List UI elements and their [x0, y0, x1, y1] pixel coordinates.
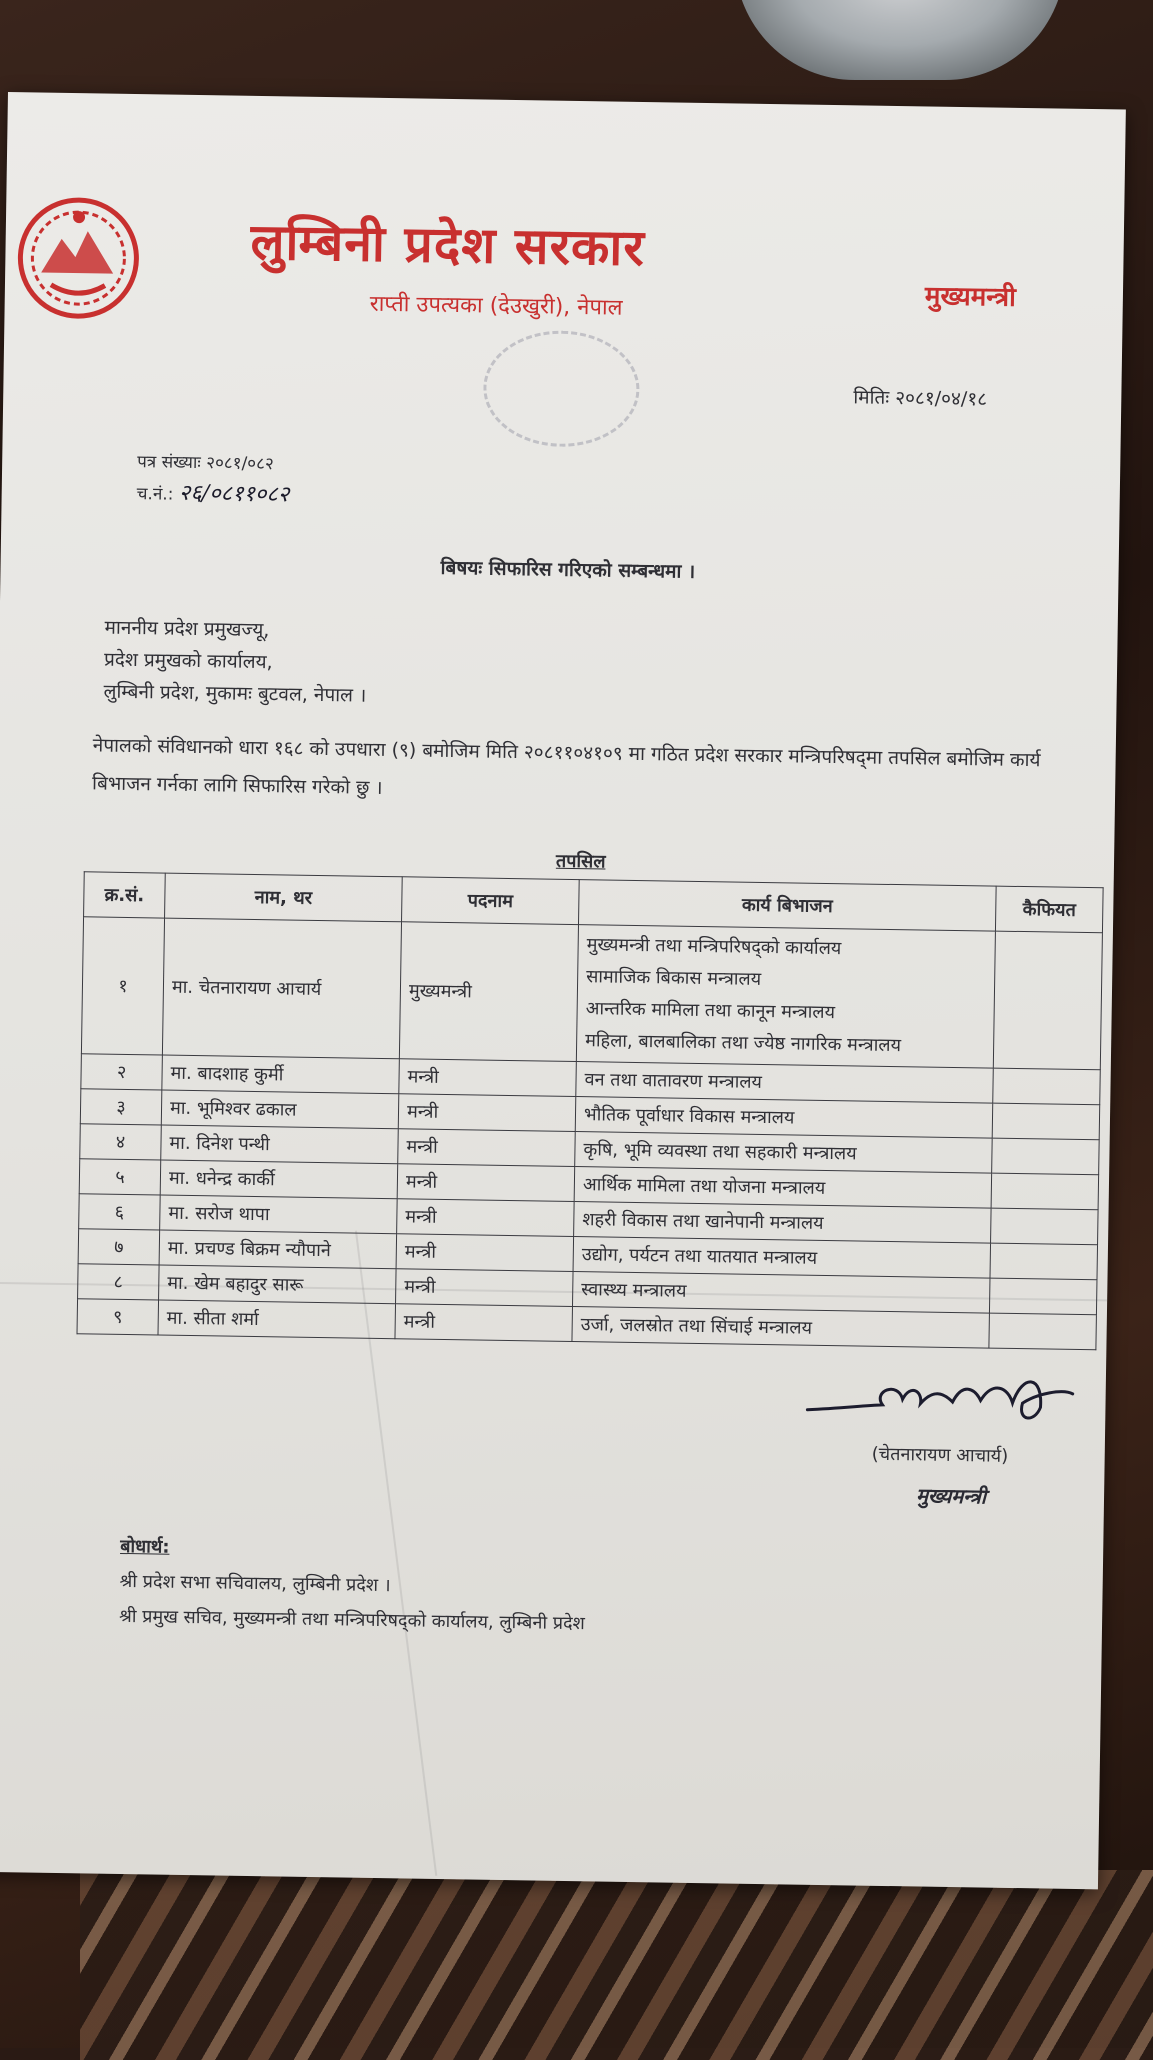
remarks-cell: [991, 1173, 1099, 1210]
minister-post: मन्त्री: [396, 1234, 574, 1272]
remarks-cell: [989, 1278, 1097, 1315]
remarks-cell: [992, 1103, 1100, 1140]
dispatch-number: [137, 476, 290, 508]
serial-number: ३: [80, 1089, 162, 1125]
remarks-cell: [991, 1208, 1099, 1245]
column-header-portfolio: कार्य बिभाजन: [578, 880, 996, 932]
serial-number: ७: [78, 1229, 160, 1265]
dispatch-value: २६/०८११०८२: [178, 480, 290, 508]
serial-number: ६: [79, 1194, 161, 1230]
signer-role: मुख्यमन्त्री: [915, 1483, 987, 1509]
minister-post: मन्त्री: [398, 1094, 576, 1132]
column-header-name: नाम, थर: [165, 873, 403, 922]
portfolio-item: वन तथा वातावरण मन्त्रालय: [576, 1062, 993, 1104]
portfolio-item: भौतिक पूर्वाधार विकास मन्त्रालय: [575, 1097, 992, 1139]
serial-number: ८: [78, 1264, 160, 1300]
minister-name: मा. भूमिश्वर ढकाल: [161, 1090, 399, 1129]
cc-item: श्री प्रदेश सभा सचिवालय, लुम्बिनी प्रदेश ।: [119, 1570, 391, 1597]
portfolio-item: उर्जा, जलस्रोत तथा सिंचाई मन्त्रालय: [572, 1307, 989, 1349]
reference-label: पत्र संख्याः: [137, 452, 201, 474]
government-title: लुम्बिनी प्रदेश सरकार: [250, 212, 646, 278]
minister-name: मा. सीता शर्मा: [158, 1300, 396, 1339]
portfolio-item: स्वास्थ्य मन्त्रालय: [572, 1272, 989, 1314]
minister-name: मा. सरोज थापा: [160, 1195, 398, 1234]
faded-stamp: [483, 330, 641, 448]
minister-name: मा. दिनेश पन्थी: [161, 1125, 399, 1164]
cc-item: श्री प्रमुख सचिव, मुख्यमन्त्री तथा मन्त्रिपरिषद्‌को कार्यालय, लुम्बिनी प्रदेश: [118, 1605, 586, 1635]
nepal-emblem-icon: [12, 192, 144, 324]
portfolio-item: मुख्यमन्त्री तथा मन्त्रिपरिषद्‌को कार्यालय: [586, 934, 842, 960]
letter-page: [0, 92, 1126, 1889]
reference-value: २०८१/०८२: [206, 453, 274, 475]
minister-post: मन्त्री: [395, 1304, 573, 1342]
serial-number: ५: [79, 1159, 161, 1195]
portfolio-cell: [576, 925, 995, 1069]
minister-post: मन्त्री: [399, 1059, 577, 1097]
remarks-cell: [993, 931, 1102, 1070]
addressee-line: प्रदेश प्रमुखको कार्यालय,: [103, 648, 273, 674]
minister-post: मुख्यमन्त्री: [399, 922, 578, 1062]
letter-date: मितिः २०८१/०४/१८: [853, 386, 988, 411]
office-name: मुख्यमन्त्री: [924, 281, 1017, 313]
minister-post: मन्त्री: [397, 1199, 575, 1237]
minister-name: मा. प्रचण्ड बिक्रम न्यौपाने: [159, 1230, 397, 1269]
addressee-line: माननीय प्रदेश प्रमुखज्यू,: [104, 616, 270, 642]
minister-post: मन्त्री: [397, 1164, 575, 1202]
rug-pattern: [80, 1870, 1153, 2060]
dispatch-label: च.नं.:: [136, 484, 174, 505]
table-row: [81, 917, 1102, 1070]
letter-subject: बिषयः सिफारिस गरिएको सम्बन्धमा ।: [440, 556, 696, 583]
signature-scribble: [802, 1360, 1083, 1444]
column-header-post: पदनाम: [402, 877, 580, 925]
minister-post: मन्त्री: [398, 1129, 576, 1167]
portfolio-table: [76, 871, 1103, 1350]
minister-name: मा. चेतनारायण आचार्य: [162, 918, 401, 1059]
portfolio-item: आर्थिक मामिला तथा योजना मन्त्रालय: [574, 1167, 991, 1209]
addressee-line: लुम्बिनी प्रदेश, मुकामः बुटवल, नेपाल ।: [103, 680, 367, 707]
column-header-sn: क्र.सं.: [84, 872, 166, 918]
serial-number: ४: [80, 1124, 162, 1160]
annex-title: तपसिल: [555, 850, 606, 873]
remarks-cell: [993, 1068, 1101, 1105]
portfolio-item: सामाजिक बिकास मन्त्रालय: [586, 966, 762, 990]
remarks-cell: [990, 1243, 1098, 1280]
minister-name: मा. धनेन्द्र कार्की: [160, 1160, 398, 1199]
portfolio-item: कृषि, भूमि व्यवस्था तथा सहकारी मन्त्रालय: [575, 1132, 992, 1174]
serial-number: ९: [77, 1299, 159, 1335]
reference-number: [137, 449, 274, 474]
minister-name: मा. खेम बहादुर सारू: [159, 1265, 397, 1304]
cc-heading: बोधार्थ:: [120, 1535, 170, 1558]
portfolio-item: शहरी विकास तथा खानेपानी मन्त्रालय: [574, 1202, 991, 1244]
remarks-cell: [992, 1138, 1100, 1175]
minister-post: मन्त्री: [396, 1269, 574, 1307]
portfolio-item: आन्तरिक मामिला तथा कानून मन्त्रालय: [585, 998, 836, 1024]
serial-number: २: [81, 1054, 163, 1090]
signer-name: (चेतनारायण आचार्य): [871, 1443, 1009, 1467]
serial-number: १: [81, 917, 164, 1055]
portfolio-item: महिला, बालबालिका तथा ज्येष्ठ नागरिक मन्त्रालय: [585, 1030, 902, 1057]
remarks-cell: [989, 1313, 1097, 1350]
column-header-remarks: कैफियत: [995, 886, 1103, 933]
portfolio-item: उद्योग, पर्यटन तथा यातयात मन्त्रालय: [573, 1237, 990, 1279]
minister-name: मा. बादशाह कुर्मी: [162, 1055, 400, 1094]
letter-body: नेपालको संविधानको धारा १६८ को उपधारा (९) बमोजिम मिति २०८११०४१०९ मा गठित प्रदेश सरकार मन्त्रिपरिषद्‌मा तपसिल बमोजिम कार्य बिभाजन गर्नका लागि सिफारिस गरेको छु ।: [91, 734, 1041, 799]
government-address: राप्ती उपत्यका (देउखुरी), नेपाल: [369, 291, 623, 321]
